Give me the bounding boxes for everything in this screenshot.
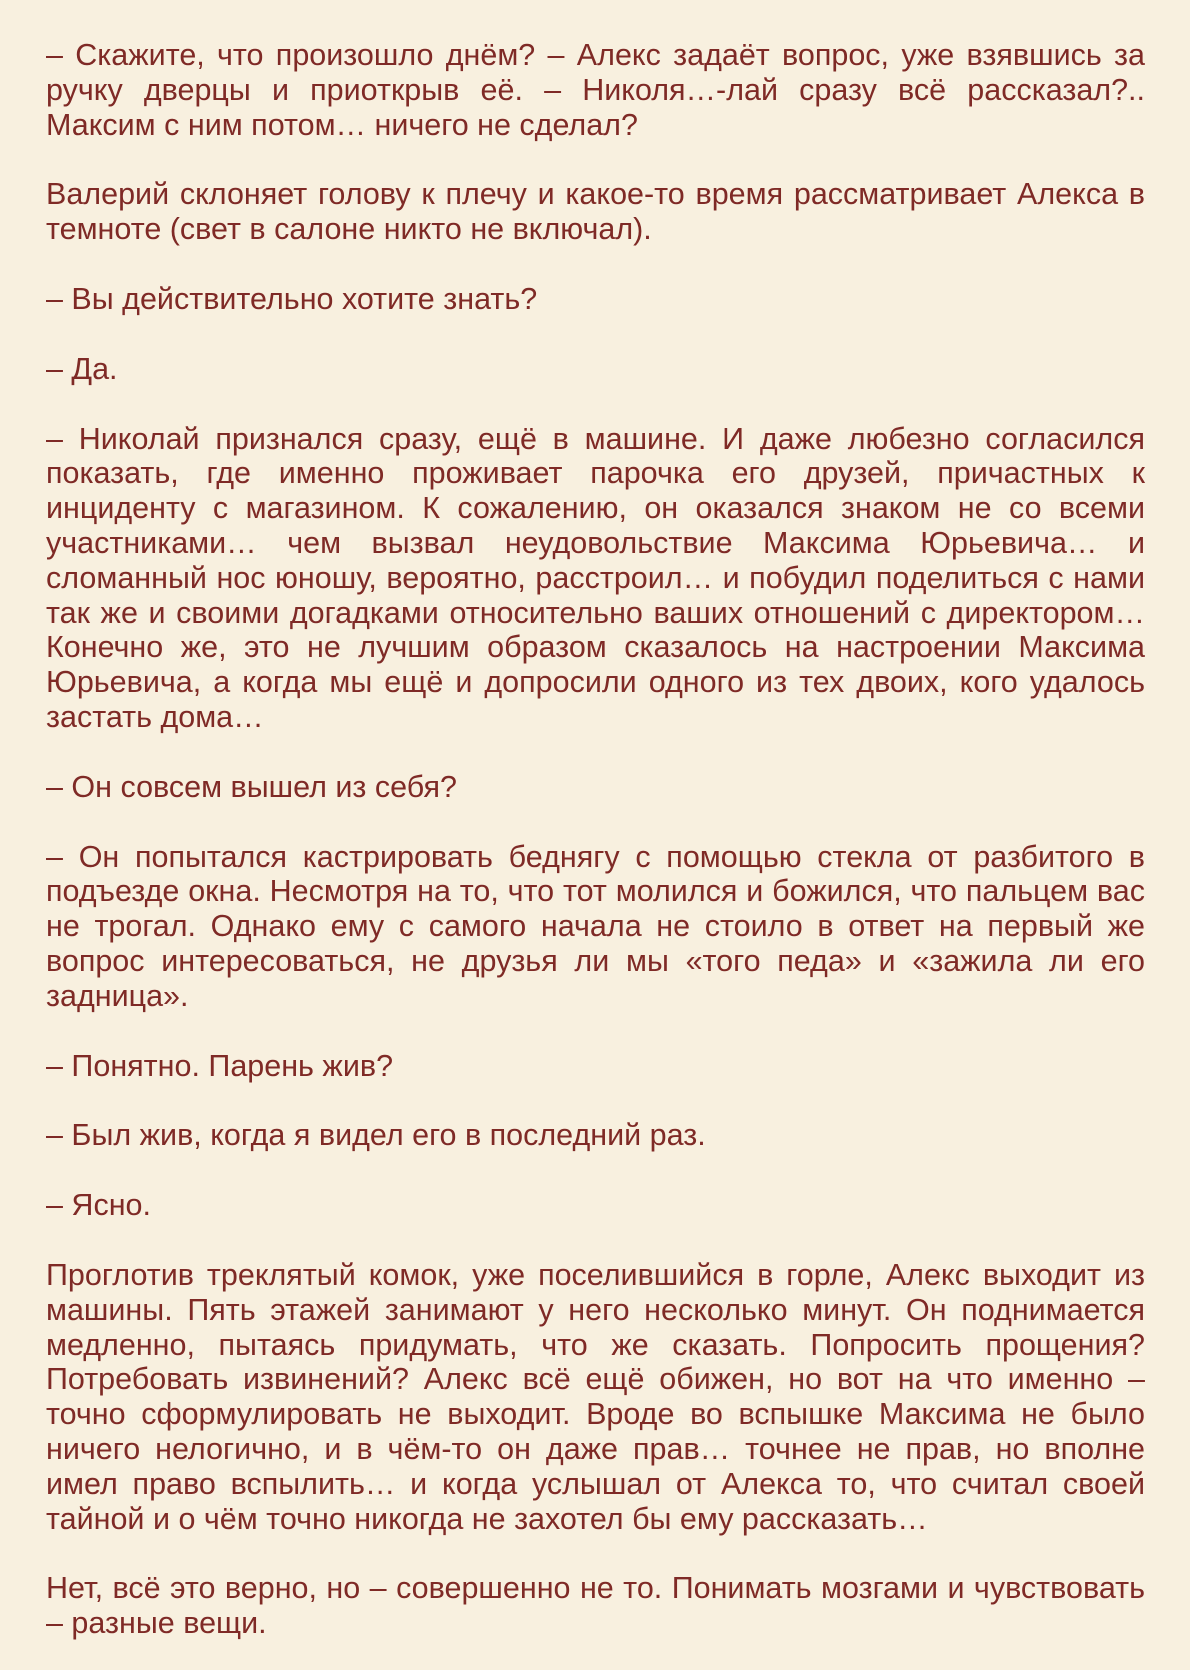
paragraph: – Скажите, что произошло днём? – Алекс задаёт вопрос, уже взявшись за ручку дверцы и приоткрыв её. – Николя…-лай сразу всё рассказал?.. Максим с ним потом… ничего не сделал? xyxy=(46,38,1145,142)
paragraph: – Да. xyxy=(46,351,118,386)
paragraph: – Он попытался кастрировать беднягу с помощью стекла от разбитого в подъезде окна. Несмотря на то, что тот молился и божился, что пальцем вас не трогал. Однако ему с самого начала не стоило в ответ на первый же вопрос интересоваться, не друзья ли мы «того педа» и «зажила ли его задница». xyxy=(46,839,1145,1013)
paragraph: Валерий склоняет голову к плечу и какое-то время рассматривает Алекса в темноте (свет в салоне никто не включал). xyxy=(46,177,1145,247)
paragraph: – Ясно. xyxy=(46,1188,151,1223)
paragraph: – Понятно. Парень жив? xyxy=(46,1048,394,1083)
paragraph: – Николай признался сразу, ещё в машине. И даже любезно согласился показать, где именно проживает парочка его друзей, причастных к инциденту с магазином. К сожалению, он оказался знаком не со всеми участниками… чем вызвал неудовольствие Максима Юрьевича… и сломанный нос юношу, вероятно, расстроил… и побудил поделиться с нами так же и своими догадками относительно ваших отношений с директором… Конечно же, это не лучшим образом сказалось на настроении Максима Юрьевича, а когда мы ещё и допросили одного из тех двоих, кого удалось застать дома… xyxy=(46,421,1145,734)
paragraph: Проглотив треклятый комок, уже поселившийся в горле, Алекс выходит из машины. Пять этажей занимают у него несколько минут. Он поднимается медленно, пытаясь придумать, что же сказать. Попросить прощения? Потребовать извинений? Алекс всё ещё обижен, но вот на что именно – точно сформулировать не выходит. Вроде во вспышке Максима не было ничего нелогично, и в чём-то он даже прав… точнее не прав, но вполне имел право вспылить… и когда услышал от Алекса то, что считал своей тайной и о чём точно никогда не захотел бы ему рассказать… xyxy=(46,1257,1145,1536)
paragraph: Нет, всё это верно, но – совершенно не то. Понимать мозгами и чувствовать – разные вещи. xyxy=(46,1571,1145,1641)
paragraph: – Вы действительно хотите знать? xyxy=(46,281,538,316)
paragraph: – Он совсем вышел из себя? xyxy=(46,769,458,804)
paragraph: – Был жив, когда я видел его в последний раз. xyxy=(46,1118,706,1153)
